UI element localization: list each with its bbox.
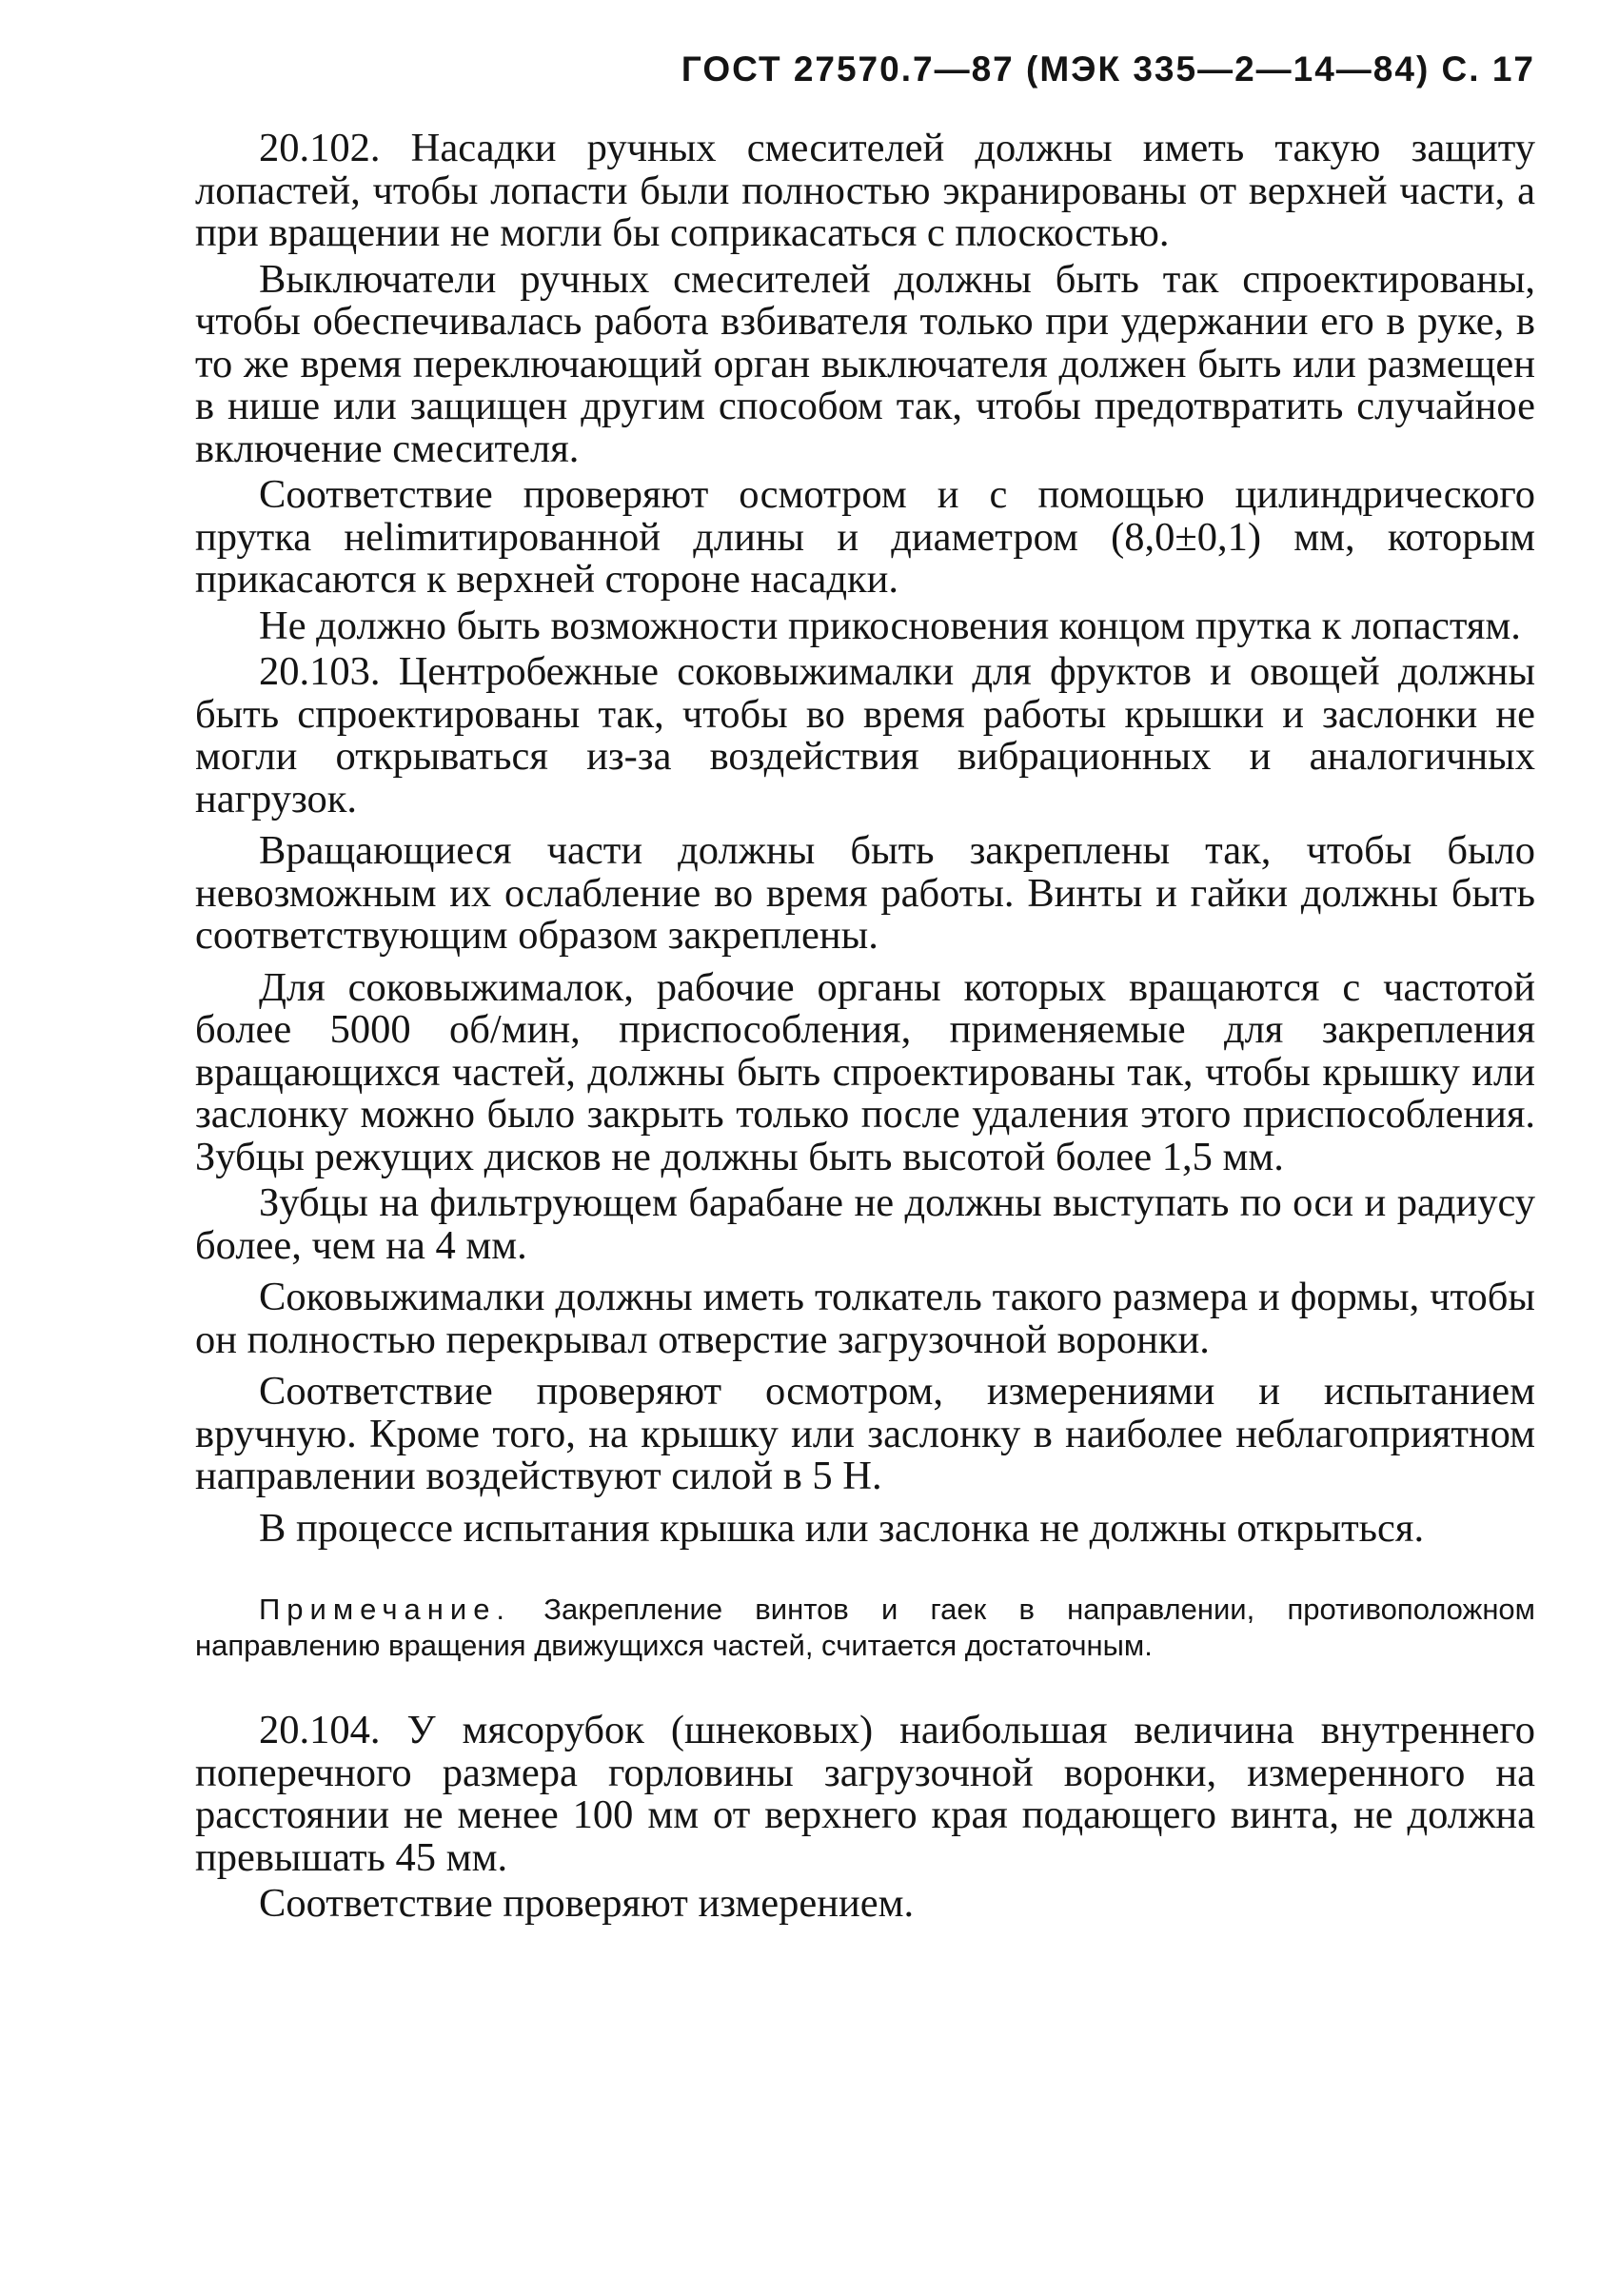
paragraph-compliance-rod: Соответствие проверяют осмотром и с помощью цилиндрического прутка неlimитированной длины и диаметром (8,0±0,1) мм, которым прикасаются к верхней стороне насадки. <box>195 472 1535 602</box>
note <box>195 1592 1535 1664</box>
page-header: ГОСТ 27570.7—87 (МЭК 335—2—14—84) С. 17 <box>681 49 1535 89</box>
paragraph-compliance-measure: Соответствие проверяют измерением. <box>259 1881 915 1926</box>
paragraph-switches: Выключатели ручных смесителей должны быть так спроектированы, чтобы обеспечивалась работа взбивателя только при удержании его в руке, в то же время переключающий орган выключателя должен быть или размещен в нише или защищен другим способом так, чтобы предотвратить случайное включение смесителя. <box>195 256 1535 471</box>
paragraph-pusher: Соковыжималки должны иметь толкатель такого размера и формы, чтобы он полностью перекрывал отверстие загрузочной воронки. <box>195 1275 1535 1362</box>
note-text: Закрепление винтов и гаек в направлении, противоположном направлению вращения движущихся частей, считается достаточным. <box>195 1593 1535 1662</box>
paragraph-20-103: 20.103. Центробежные соковыжималки для фруктов и овощей должны быть спроектированы так, чтобы во время работы крышки и заслонки не могли открываться из-за воздействия вибрационных и аналогичных нагрузок. <box>195 649 1535 821</box>
paragraph-no-contact: Не должно быть возможности прикосновения концом прутка к лопастям. <box>259 603 1521 648</box>
paragraph-compliance-force: Соответствие проверяют осмотром, измерениями и испытанием вручную. Кроме того, на крышку или заслонку в наиболее неблагоприятном направлении воздействуют силой в 5 Н. <box>195 1369 1535 1498</box>
document-page <box>195 0 1535 2296</box>
note-label: Примечание. <box>259 1593 512 1626</box>
paragraph-test-open: В процессе испытания крышка или заслонка не должны открыться. <box>259 1505 1425 1551</box>
paragraph-juicer-speed: Для соковыжималок, рабочие органы которых вращаются с частотой более 5000 об/мин, приспособления, применяемые для закрепления вращающихся частей, должны быть спроектированы так, чтобы крышку или заслонку можно было закрыть только после удаления этого приспособления. Зубцы режущих дисков не должны быть высотой более 1,5 мм. <box>195 964 1535 1179</box>
paragraph-20-104: 20.104. У мясорубок (шнековых) наибольшая величина внутреннего поперечного размера горловины загрузочной воронки, измеренного на расстоянии не менее 100 мм от верхнего края подающего винта, не должна превышать 45 мм. <box>195 1708 1535 1880</box>
paragraph-filter-drum: Зубцы на фильтрующем барабане не должны выступать по оси и радиусу более, чем на 4 мм. <box>195 1180 1535 1268</box>
paragraph-rotating-parts: Вращающиеся части должны быть закреплены так, чтобы было невозможным их ослабление во время работы. Винты и гайки должны быть соответствующим образом закреплены. <box>195 828 1535 958</box>
paragraph-20-102: 20.102. Насадки ручных смесителей должны иметь такую защиту лопастей, чтобы лопасти были полностью экранированы от верхней части, а при вращении не могли бы соприкасаться с плоскостью. <box>195 126 1535 255</box>
document-body <box>195 128 1535 1926</box>
